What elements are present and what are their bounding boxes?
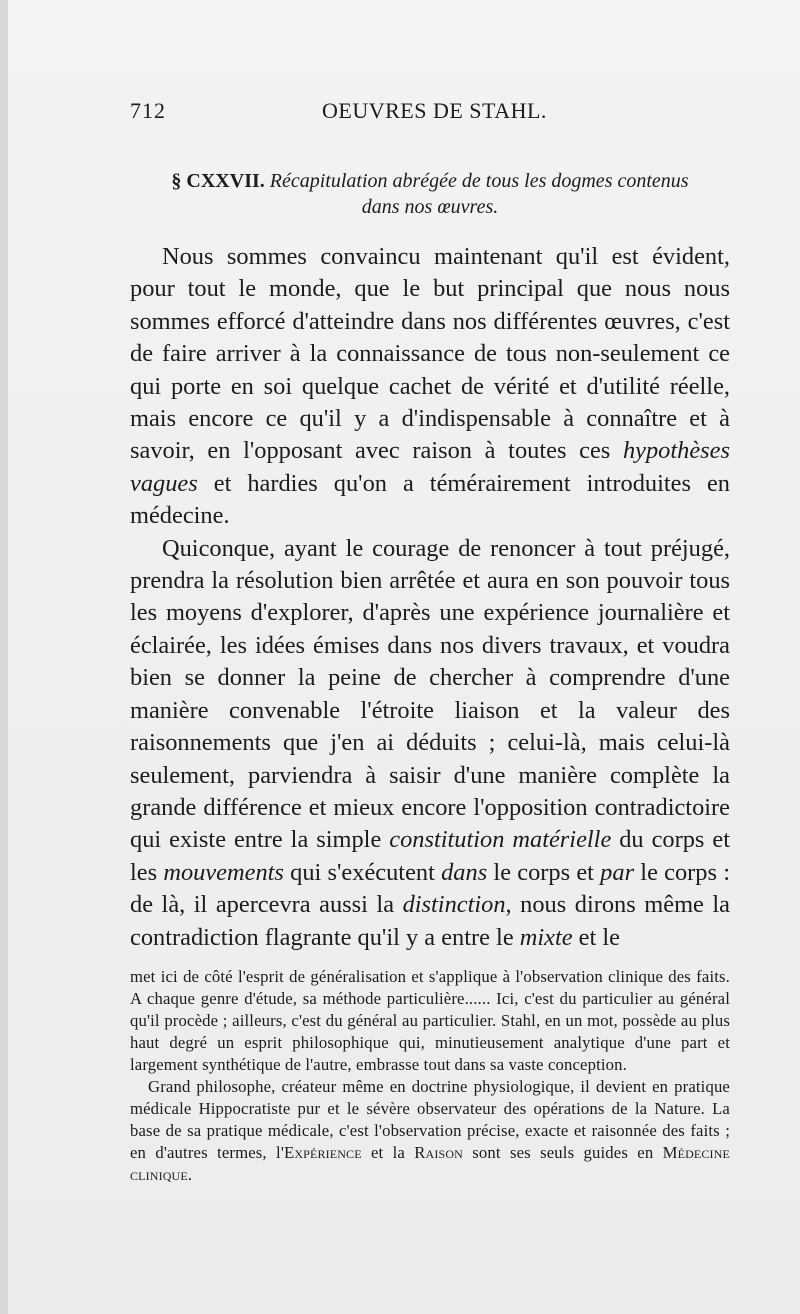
emphasis-mouvements: mouvements: [163, 858, 284, 886]
paragraph-2: [130, 533, 730, 954]
emphasis-mixte: mixte: [519, 923, 573, 951]
section-number: § CXXVII.: [171, 170, 265, 192]
emphasis-hypotheses: hypothèses vagues: [130, 437, 730, 497]
paragraph-1-text: Nous sommes convaincu maintenant qu'il est évident, pour tout le monde, que le but principal que nous nous sommes efforcé d'atteindre dans nos différentes œuvres, c'est de faire arriver à la connaissance de tous non-seulement ce qui porte en soi quelque cachet de vérité et d'utilité réelle, mais encore ce qu'il y a d'indispensable à connaître et à savoir, en l'opposant avec raison à toutes ces: [130, 243, 730, 465]
paragraph-2-text: Quiconque, ayant le courage de renoncer à tout préjugé, prendra la résolution bien arrêtée et aura en son pouvoir tous les moyens d'explorer, d'après une expérience journalière et éclairée, les idées émises dans nos divers travaux, et voudra bien se donner la peine de chercher à comprendre d'une manière convenable l'étroite liaison et la valeur des raisonnements que j'en ai déduits ; celui-là, mais celui-là seulement, parviendra à saisir d'une manière complète la grande différence et mieux encore l'opposition contradictoire qui existe entre la simple: [130, 534, 730, 854]
paragraph-2-text: , nous dirons même la contradiction flagrante qu'il y a entre le: [130, 891, 730, 951]
footnote-text-end: .: [187, 1165, 193, 1184]
small-caps-raison: Raison: [414, 1143, 463, 1162]
page-number: 712: [130, 98, 166, 123]
emphasis-distinction: distinction: [402, 891, 506, 919]
running-title: OEUVRES DE STAHL.: [322, 98, 547, 123]
main-text: [130, 241, 730, 954]
paragraph-2-text: du corps et les: [130, 826, 730, 886]
footnote-text: et la: [361, 1143, 415, 1162]
emphasis-constitution: constitution matérielle: [389, 826, 612, 854]
emphasis-dans: dans: [441, 858, 488, 886]
footnote-text: Grand philosophe, créateur même en doctrine physiologique, il devient en pratique médicale Hippocratiste pur et le sévère observateur des opérations de la Nature. La base de sa pratique médicale, c'est l'observation précise, exacte et raisonnée des faits ; en d'autres termes, l': [130, 1077, 730, 1162]
footnote-paragraph-1: met ici de côté l'esprit de généralisation et s'applique à l'observation clinique des faits. A chaque genre d'étude, sa méthode particulière...... Ici, c'est du particulier au général qu'il procède ; ailleurs, c'est du général au particulier. Stahl, en un mot, possède au plus haut degré un esprit philosophique qui, minutieusement analytique d'une part et largement synthétique de l'autre, embrasse tout dans sa vaste conception.: [130, 967, 730, 1074]
paragraph-1-text-end: et hardies qu'on a témérairement introduites en médecine.: [130, 469, 730, 530]
paragraph-2-text: qui s'exécutent: [283, 858, 442, 886]
page-header: [130, 96, 730, 128]
paragraph-2-text: le corps et: [487, 858, 601, 886]
emphasis-par: par: [600, 858, 635, 886]
section-heading: [130, 168, 730, 220]
small-caps-medecine-clinique: Médecine clinique: [130, 1143, 731, 1184]
small-caps-experience: Expérience: [283, 1143, 362, 1162]
footnote-text: sont ses seuls guides en: [462, 1143, 663, 1162]
footnote-block: [130, 966, 730, 1186]
section-title-line1: Récapitulation abrégée de tous les dogmes contenus: [269, 170, 689, 192]
paragraph-2-text-end: et le: [572, 923, 620, 951]
footnote-paragraph-2: [130, 1076, 730, 1186]
page-edge-shadow: [0, 0, 8, 1314]
section-title-line2: dans nos œuvres.: [361, 196, 499, 218]
paragraph-1: [130, 241, 730, 533]
paragraph-2-text: le corps : de là, il apercevra aussi la: [130, 858, 730, 919]
